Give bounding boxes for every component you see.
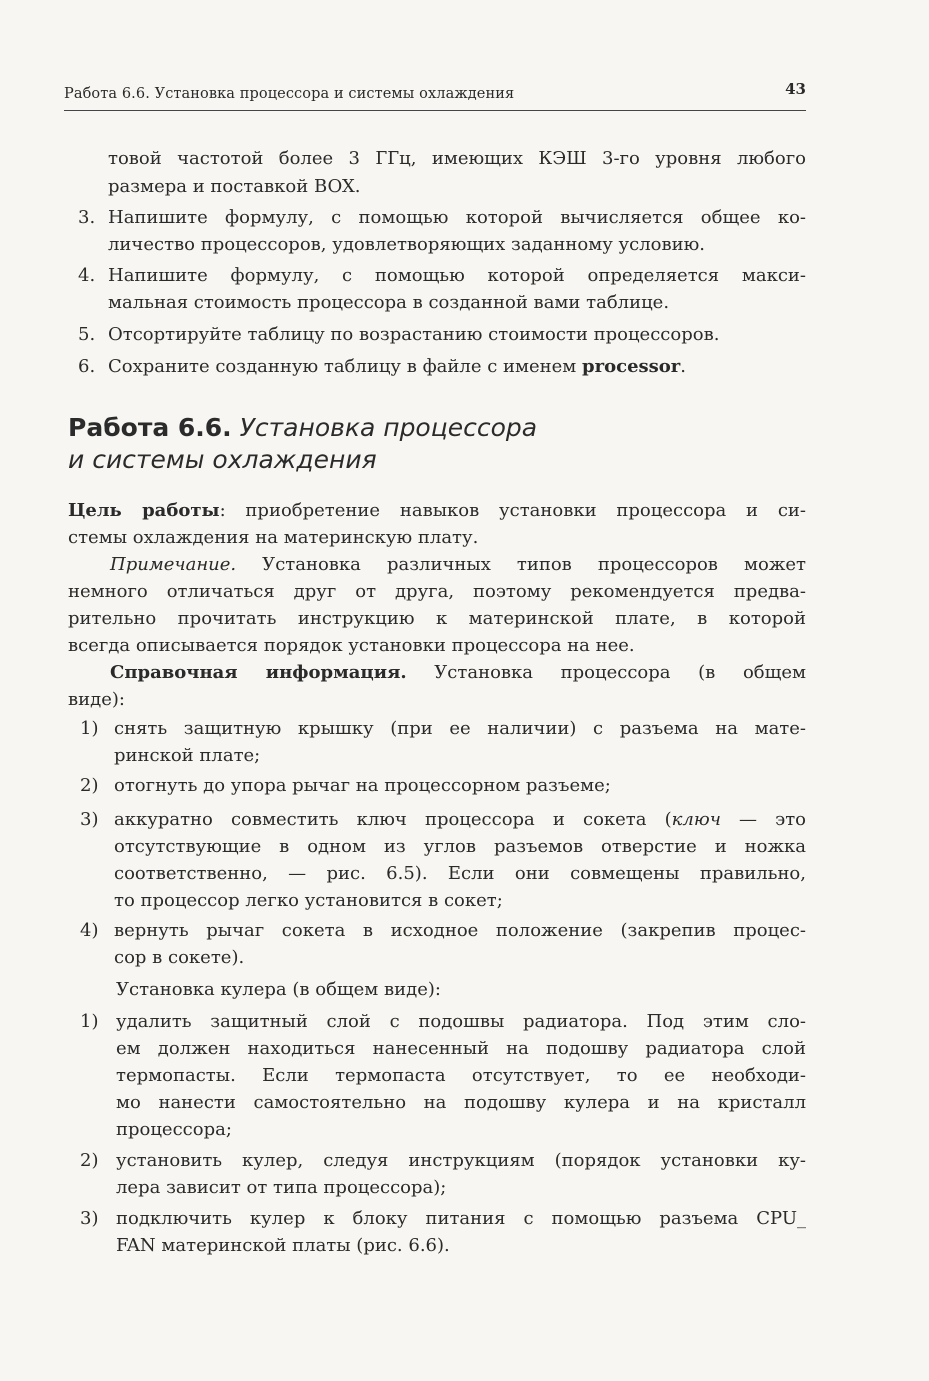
cpu-step-line: аккуратно совместить ключ процессора и сокета (ключ — это	[114, 809, 806, 830]
note-line: Примечание. Установка различных типов процессоров может	[110, 554, 806, 575]
list-item-line: личество процессоров, удовлетворяющих заданному условию.	[108, 234, 706, 255]
list-item-line: Напишите формулу, с помощью которой определяется макси-	[108, 265, 806, 286]
cooler-step-line: мо нанести самостоятельно на подошву кулера и на кристалл	[116, 1092, 806, 1113]
goal-line: Цель работы: приобретение навыков установки процессора и си-	[68, 500, 807, 521]
reference-line: Справочная информация. Установка процессора (в общем	[110, 662, 807, 683]
running-header	[64, 80, 806, 111]
note-line: всегда описывается порядок установки процессора на нее.	[68, 635, 635, 656]
list-item-line: Отсортируйте таблицу по возрастанию стоимости процессоров.	[108, 324, 720, 345]
cooler-intro: Установка кулера (в общем виде):	[116, 979, 441, 1000]
goal-label: Цель работы	[68, 500, 220, 521]
cpu-step-number: 1)	[80, 718, 99, 739]
note-line: немного отличаться друг от друга, поэтому рекомендуется предва-	[68, 581, 806, 602]
running-title: Работа 6.6. Установка процессора и системы охлаждения	[64, 86, 515, 102]
note-line: рительно прочитать инструкцию к материнской плате, в которой	[68, 608, 806, 629]
key-term: ключ	[671, 809, 721, 830]
cpu-step-line: ринской плате;	[114, 745, 261, 766]
list-item-number: 5.	[78, 324, 96, 345]
page-number: 43	[785, 80, 806, 98]
cooler-step-line: ем должен находиться нанесенный на подошву радиатора слой	[116, 1038, 806, 1059]
cpu-step-number: 2)	[80, 775, 99, 796]
cpu-step-line: сор в сокете).	[114, 947, 245, 968]
cooler-step-line: FAN материнской платы (рис. 6.6).	[116, 1235, 450, 1256]
cpu-step-line: соответственно, — рис. 6.5). Если они совмещены правильно,	[114, 863, 806, 884]
cooler-step-line: процессора;	[116, 1119, 232, 1140]
list-continuation-line: товой частотой более 3 ГГц, имеющих КЭШ 3-го уровня любого	[108, 148, 806, 169]
section-heading: Работа 6.6. Установка процессора и системы охлаждения	[68, 413, 538, 474]
list-item-number: 3.	[78, 207, 96, 228]
file-name: processor	[582, 356, 681, 377]
cpu-step-line: вернуть рычаг сокета в исходное положение (закрепив процес-	[114, 920, 806, 941]
cooler-step-line: удалить защитный слой с подошвы радиатора. Под этим сло-	[116, 1011, 806, 1032]
cpu-step-line: снять защитную крышку (при ее наличии) с разъема на мате-	[114, 718, 806, 739]
cooler-step-number: 2)	[80, 1150, 99, 1171]
cpu-step-number: 4)	[80, 920, 99, 941]
cooler-step-number: 1)	[80, 1011, 99, 1032]
list-item-line: Сохраните созданную таблицу в файле с именем processor.	[108, 356, 687, 377]
list-continuation-line: размера и поставкой BOX.	[108, 176, 361, 197]
list-item-number: 6.	[78, 356, 96, 377]
list-item-number: 4.	[78, 265, 96, 286]
reference-line: виде):	[68, 689, 125, 710]
cpu-step-number: 3)	[80, 809, 99, 830]
cpu-step-line: отсутствующие в одном из углов разъемов отверстие и ножка	[114, 836, 806, 857]
cooler-step-line: установить кулер, следуя инструкциям (порядок установки ку-	[116, 1150, 806, 1171]
goal-line: стемы охлаждения на материнскую плату.	[68, 527, 479, 548]
reference-label: Справочная информация.	[110, 662, 407, 683]
cooler-step-number: 3)	[80, 1208, 99, 1229]
cpu-step-line: то процессор легко установится в сокет;	[114, 890, 503, 911]
cooler-step-line: лера зависит от типа процессора);	[116, 1177, 447, 1198]
list-item-line: Напишите формулу, с помощью которой вычисляется общее ко-	[108, 207, 806, 228]
cooler-step-line: подключить кулер к блоку питания с помощью разъема CPU_	[116, 1208, 806, 1229]
cpu-step-line: отогнуть до упора рычаг на процессорном разъеме;	[114, 775, 611, 796]
cooler-step-line: термопасты. Если термопаста отсутствует, то ее необходи-	[116, 1065, 806, 1086]
note-label: Примечание.	[110, 554, 237, 575]
list-item-line: мальная стоимость процессора в созданной вами таблице.	[108, 292, 670, 313]
